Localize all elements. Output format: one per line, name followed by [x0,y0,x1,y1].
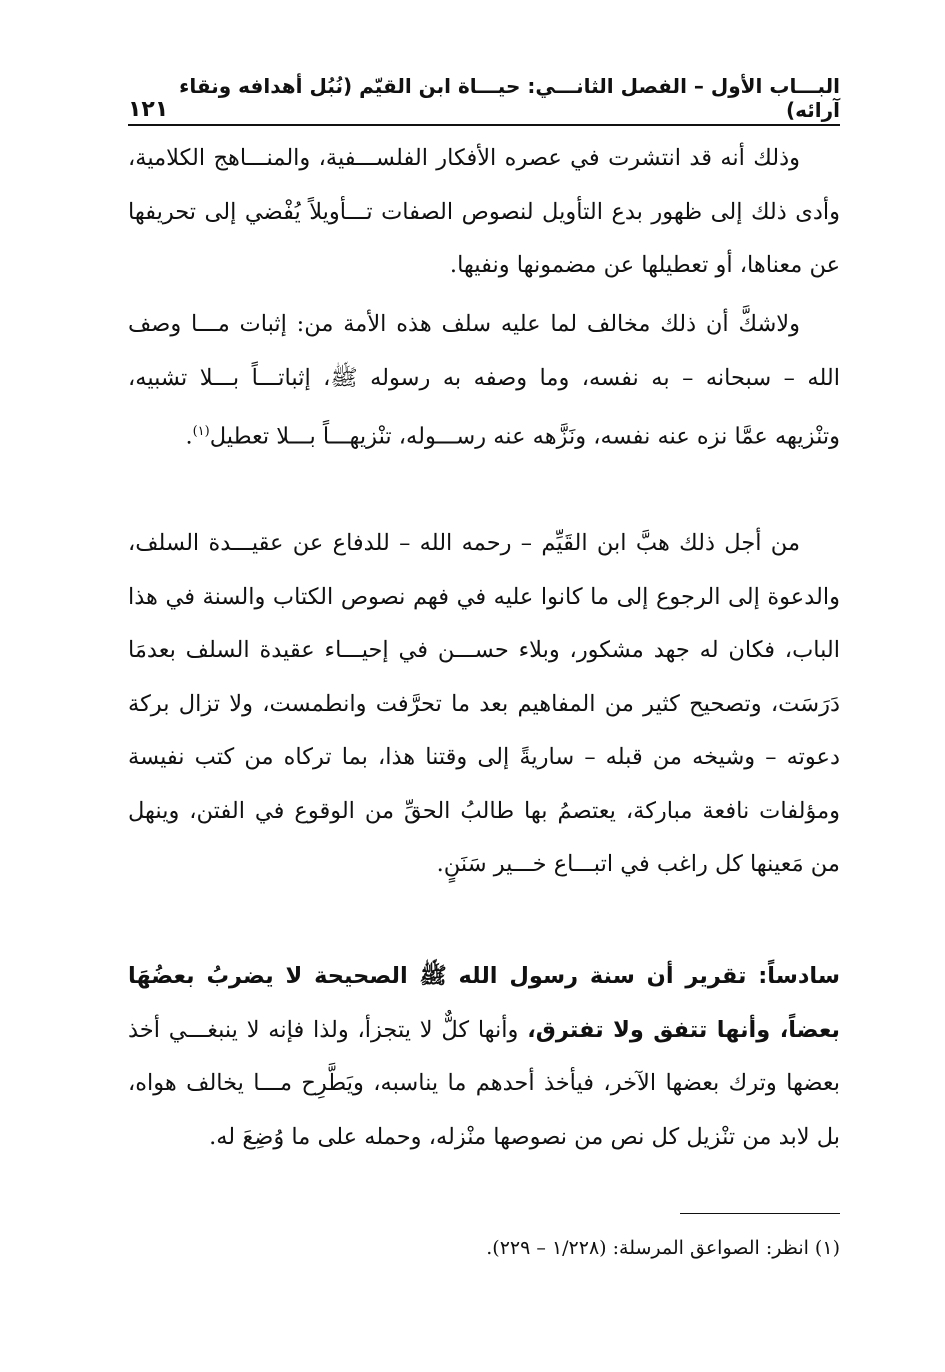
paragraph-3 [128,517,840,892]
header-title: البـــاب الأول – الفصل الثانـــي: حيـــاة ابن القيّم (نُبُل أهدافه ونقاء آرائه) [179,74,840,122]
section-heading-sixth: سادساً: تقرير أن سنة رسول الله ﷺ الصحيحة لا يضربُ بعضُهَا بعضاً، وأنها تتفق ولا تفترق، [128,963,841,1043]
footnote-ref-1[interactable]: (١) [192,424,210,439]
paragraph-4 [128,950,840,1164]
paragraph-3-text: من أجل ذلك هبَّ ابن القَيِّم – رحمه الله – للدفاع عن عقيـــدة السلف، والدعوة إلى الرجوع إلى ما كانوا عليه في فهم نصوص الكتاب والسنة في هذا الباب، فكان له جهد مشكور، وبلاء حســـن في إحيـــاء عقيدة السلف بعدمَا دَرَسَت، وتصحيح كثير من المفاهيم بعد ما تحرَّفت وانطمست، ولا تزال بركة دعوته – وشيخه من قبله – ساريةً إلى وقتنا هذا، بما تركاه من كتب نفيسة ومؤلفات نافعة مباركة، يعتصمُ بها طالبُ الحقِّ من الوقوع في الفتن، وينهل من مَعينها كل راغب في اتبـــاع خـــير سَنَنٍ. [128,530,840,877]
footnote-1: (١) انظر: الصواعق المرسلة: (١/٢٢٨ – ٢٢٩). [486,1237,840,1259]
paragraph-1 [128,132,840,293]
paragraph-2-text: ولاشكَّ أن ذلك مخالف لما عليه سلف هذه الأمة من: إثبات مـــا وصف الله – سبحانه – به نفسه، وما وصفه به رسوله ﷺ، إثباتـــاً بـــلا تشبيه، وتنْزيهه عمَّا نزه عنه نفسه، ونَزَّهه عنه رســـوله، تنْزيهـــاً بـــلا تعطيل [128,311,840,450]
paragraph-2-end: . [185,423,193,450]
paragraph-4-body [128,950,840,1164]
paragraph-2 [128,298,840,464]
paragraph-4-text: وأنها كلٌّ لا يتجزأ، ولذا فإنه لا ينبغـــي أخذ بعضها وترك بعضها الآخر، فيأخذ أحدهم ما يناسبه، ويَطَّرِح مـــا يخالف هواه، بل لابد من تنْزيل كل نص من نصوصها منْزله، وحمله على ما وُضِعَ له. [128,1016,840,1150]
paragraph-2-body [128,298,840,464]
paragraph-1-text: وذلك أنه قد انتشرت في عصره الأفكار الفلســـفية، والمنـــاهج الكلامية، وأدى ذلك إلى ظهور بدع التأويل لنصوص الصفات تـــأويلاً يُفْضي إلى تحريفها عن معناها، أو تعطيلها عن مضمونها ونفيها. [128,145,840,278]
page-number: ١٢١ [128,97,169,122]
running-header [128,74,840,122]
header-rule [128,124,840,126]
footnote-rule [680,1213,840,1214]
